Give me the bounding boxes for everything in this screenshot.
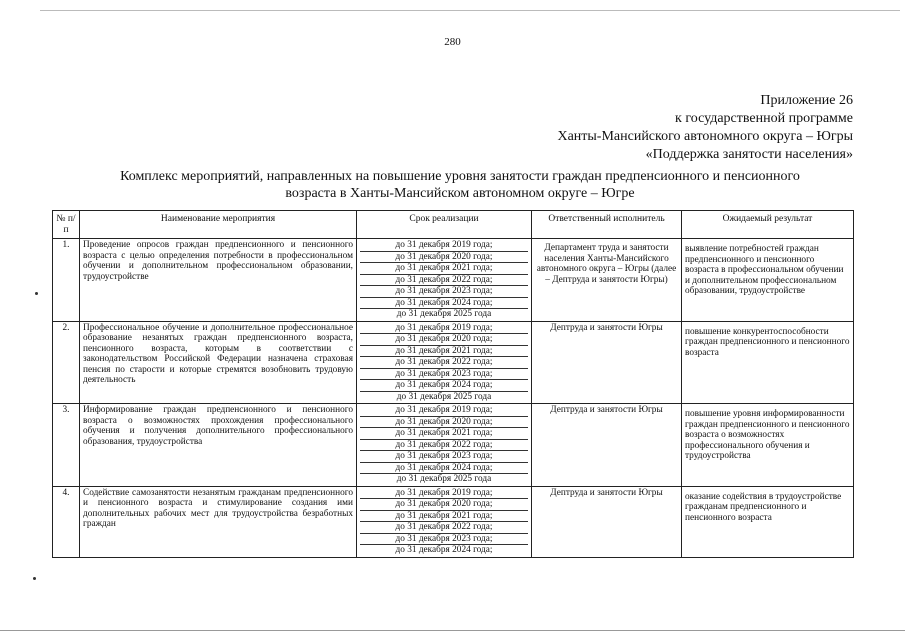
expected-result: оказание содействия в трудоустройстве гражданам предпенсионного и пенсионного возраста [682,486,854,557]
date-item: до 31 декабря 2024 года; [395,545,493,555]
title-line: возраста в Ханты-Мансийском автономном округе – Югре [285,186,635,201]
responsible-executor: Дептруда и занятости Югры [532,321,682,404]
implementation-dates [357,486,532,557]
date-item: до 31 декабря 2024 года; [360,463,528,475]
implementation-dates [357,404,532,487]
scan-speck [33,577,36,580]
date-item: до 31 декабря 2019 года; [360,405,528,417]
date-item: до 31 декабря 2021 года; [360,428,528,440]
implementation-dates [357,239,532,322]
measure-name: Информирование граждан предпенсионного и пенсионного возраста о возможностях прохождения профессионального обучения и получения дополнительного профессионального образования, трудоустройства [80,404,357,487]
appendix-line: Ханты-Мансийского автономного округа – Югры [557,129,853,144]
date-item: до 31 декабря 2025 года [396,309,492,319]
expected-result: выявление потребностей граждан предпенсионного и пенсионного возраста в профессиональном обучении и дополнительном профессиональном образовании, трудоустройстве [682,239,854,322]
header-executor: Ответственный исполнитель [532,211,682,239]
implementation-dates [357,321,532,404]
expected-result: повышение конкурентоспособности граждан предпенсионного и пенсионного возраста [682,321,854,404]
appendix-line: «Поддержка занятости населения» [645,147,853,162]
header-period: Срок реализации [357,211,532,239]
responsible-executor: Департамент труда и занятости населения Ханты-Мансийского автономного округа – Югры (далее – Дептруда и занятости Югры) [532,239,682,322]
title-line: Комплекс мероприятий, направленных на повышение уровня занятости граждан предпенсионного и пенсионного [120,169,800,184]
date-item: до 31 декабря 2020 года; [360,417,528,429]
date-item: до 31 декабря 2022 года; [360,357,528,369]
responsible-executor: Дептруда и занятости Югры [532,486,682,557]
row-number: 2. [53,321,80,404]
responsible-executor: Дептруда и занятости Югры [532,404,682,487]
date-item: до 31 декабря 2020 года; [360,334,528,346]
page-number: 280 [444,36,461,48]
date-item: до 31 декабря 2021 года; [360,346,528,358]
appendix-line: к государственной программе [675,111,853,126]
header-name: Наименование мероприятия [80,211,357,239]
date-item: до 31 декабря 2022 года; [360,440,528,452]
date-item: до 31 декабря 2020 года; [360,499,528,511]
measure-name: Профессиональное обучение и дополнительное профессиональное образование незанятых граждан предпенсионного возраста, пенсионного возраста, которым в соответствии с законодательством Российской Федерации назначена страховая пенсия по старости и которые стремятся возобновить трудовую деятельность [80,321,357,404]
document-title [60,168,860,202]
table-row [53,486,854,557]
table-row [53,239,854,322]
date-item: до 31 декабря 2020 года; [360,252,528,264]
date-item: до 31 декабря 2025 года [396,474,492,484]
appendix-line: Приложение 26 [760,93,853,108]
scan-edge-top [40,10,900,11]
header-num: № п/п [53,211,80,239]
row-number: 1. [53,239,80,322]
date-item: до 31 декабря 2021 года; [360,263,528,275]
date-item: до 31 декабря 2019 года; [360,323,528,335]
date-item: до 31 декабря 2024 года; [360,380,528,392]
date-item: до 31 декабря 2021 года; [360,511,528,523]
date-item: до 31 декабря 2023 года; [360,534,528,546]
date-item: до 31 декабря 2025 года [396,391,492,402]
table-row [53,321,854,404]
date-item: до 31 декабря 2019 года; [360,240,528,252]
measures-table [52,210,854,558]
scan-speck [35,292,38,295]
table-row [53,404,854,487]
date-item: до 31 декабря 2023 года; [360,451,528,463]
table-header-row [53,211,854,239]
date-item: до 31 декабря 2024 года; [360,298,528,310]
measure-name: Содействие самозанятости незанятым гражданам предпенсионного и пенсионного возраста и стимулирование создания ими дополнительных рабочих мест для трудоустройства безработных граждан [80,486,357,557]
measure-name: Проведение опросов граждан предпенсионного и пенсионного возраста с целью определения потребности в профессиональном обучении и дополнительном профессиональном образовании, трудоустройстве [80,239,357,322]
row-number: 3. [53,404,80,487]
date-item: до 31 декабря 2023 года; [360,369,528,381]
date-item: до 31 декабря 2019 года; [360,488,528,500]
date-item: до 31 декабря 2022 года; [360,275,528,287]
scan-edge-bottom [0,630,905,631]
row-number: 4. [53,486,80,557]
date-item: до 31 декабря 2022 года; [360,522,528,534]
date-item: до 31 декабря 2023 года; [360,286,528,298]
header-result: Ожидаемый результат [682,211,854,239]
appendix-header [557,92,853,164]
expected-result: повышение уровня информированности граждан предпенсионного и пенсионного возраста о возможностях профессионального обучения и трудоустройства [682,404,854,487]
